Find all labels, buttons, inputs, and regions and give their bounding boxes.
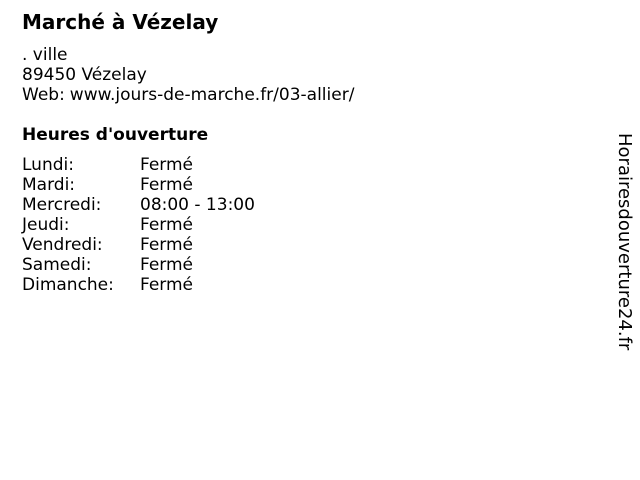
hours-heading: Heures d'ouverture [22,125,209,145]
day-label: Lundi: [22,155,74,175]
hours-row-tuesday [22,175,354,195]
day-value: Fermé [140,155,194,175]
address-line-city: 89450 Vézelay [22,65,147,85]
hours-row-friday [22,235,354,255]
hours-row-monday [22,155,354,175]
day-label: Mercredi: [22,195,102,215]
address-block [22,45,354,105]
day-label: Samedi: [22,255,92,275]
website-label: Web: [22,85,65,105]
day-value: Fermé [140,175,194,195]
day-value: 08:00 - 13:00 [140,195,255,215]
hours-row-saturday [22,255,354,275]
page-title: Marché à Vézelay [22,10,219,34]
website-line [22,85,354,105]
hours-table [22,155,354,295]
day-value: Fermé [140,235,194,255]
day-label: Jeudi: [22,215,70,235]
watermark-vertical-text: Horairesdouverture24.fr [614,133,635,351]
hours-row-sunday [22,275,354,295]
day-value: Fermé [140,255,194,275]
address-line-venue: . ville [22,45,68,65]
day-label: Vendredi: [22,235,103,255]
main-content [22,12,354,295]
day-label: Dimanche: [22,275,114,295]
day-value: Fermé [140,215,194,235]
hours-row-thursday [22,215,354,235]
day-value: Fermé [140,275,194,295]
hours-row-wednesday [22,195,354,215]
day-label: Mardi: [22,175,76,195]
website-url[interactable]: www.jours-de-marche.fr/03-allier/ [69,85,355,105]
